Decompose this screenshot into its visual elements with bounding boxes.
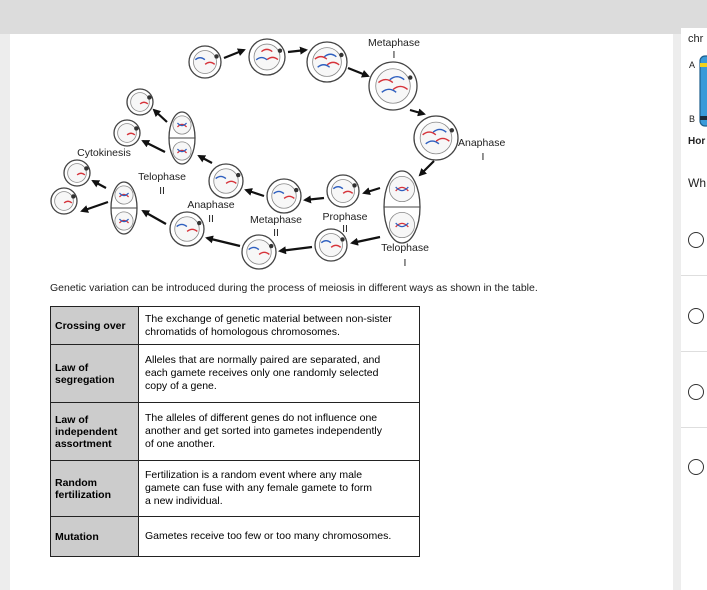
label-telophase-2-num: II (159, 185, 165, 197)
question-prompt-fragment: Wh (688, 176, 706, 190)
table-row (51, 403, 420, 461)
stage-arrow (305, 198, 324, 200)
gamete-cell-1 (127, 89, 153, 115)
prometaphase-1-cell (307, 42, 347, 82)
stage-arrow (82, 202, 108, 211)
term-line: Random (55, 476, 97, 489)
label-anaphase-1-num: I (481, 151, 485, 163)
term-cell (51, 403, 139, 461)
stage-arrow (364, 188, 380, 193)
stage-arrow (246, 190, 264, 196)
term-cell (51, 517, 139, 557)
genetic-variation-table (50, 306, 420, 557)
label-telophase-2: Telophase (138, 171, 186, 183)
telophase-1-cell (384, 171, 420, 243)
definition-line: each gamete receives only one randomly selected (145, 367, 379, 379)
gamete-cell-4 (51, 188, 77, 214)
stage-arrow (143, 211, 166, 224)
term-line: assortment (55, 437, 112, 450)
term-line: Mutation (55, 530, 99, 543)
stage-arrow (154, 110, 167, 122)
stage-arrow (352, 237, 380, 243)
stage-arrow (410, 110, 424, 114)
stage-arrow (420, 161, 434, 175)
definition-line: chromatids of homologous chromosomes. (145, 325, 340, 338)
gamete-cell-2 (114, 120, 140, 146)
definition-line: Alleles that are normally paired are separated, and (145, 354, 381, 366)
term-line: Crossing over (55, 319, 126, 332)
answer-option-a-radio[interactable] (688, 232, 704, 248)
option-divider (681, 351, 707, 352)
stage-arrow (288, 50, 306, 52)
stage-arrow (224, 50, 244, 58)
table-row (51, 461, 420, 517)
label-metaphase-2: Metaphase (250, 214, 302, 226)
anaphase-1-cell (414, 116, 458, 160)
definition-line: of one another. (145, 438, 216, 450)
chromosome-image (697, 54, 707, 128)
interphase-cell (189, 46, 221, 78)
gamete-cell-3 (64, 160, 90, 186)
table-row (51, 517, 420, 557)
answer-option-c-radio[interactable] (688, 384, 704, 400)
table-row (51, 307, 420, 345)
chromosome-label-b: B (689, 114, 696, 124)
anaphase-2-cell-bottom (170, 212, 204, 246)
definition-cell (139, 345, 420, 403)
label-metaphase-1-num: I (392, 49, 396, 61)
definition-line: The alleles of different genes do not influence one (145, 412, 378, 424)
answer-option-b-radio[interactable] (688, 308, 704, 324)
figure-caption-fragment: Hor (688, 136, 706, 147)
stage-arrow (143, 141, 165, 152)
definition-cell (139, 403, 420, 461)
definition-line: copy of a gene. (145, 380, 217, 392)
definition-cell (139, 517, 420, 557)
definition-line: Fertilization is a random event where any male (145, 469, 363, 481)
term-line: independent (55, 425, 118, 438)
label-metaphase-1: Metaphase (368, 37, 420, 49)
label-anaphase-2-num: II (208, 213, 214, 225)
label-metaphase-2-num: II (273, 227, 279, 239)
term-line: fertilization (55, 488, 112, 501)
label-telophase-1: Telophase (381, 242, 429, 254)
passage-caption: Genetic variation can be introduced during the process of meiosis in different ways as shown in the table. (50, 282, 538, 294)
definition-line: Gametes receive too few or too many chromosomes. (145, 530, 392, 542)
definition-line: another and get sorted into gametes independently (145, 425, 383, 437)
definition-line: gamete can fuse with any female gamete to form (145, 482, 373, 494)
question-panel (681, 28, 707, 590)
stage-arrow (199, 156, 212, 163)
label-anaphase-1: Anaphase (458, 137, 506, 149)
definition-line: The exchange of genetic material between non-sister (145, 312, 392, 325)
telophase-2-cell-bottom (111, 182, 137, 234)
definition-cell (139, 461, 420, 517)
option-divider (681, 275, 707, 276)
meiosis-diagram (10, 28, 590, 278)
label-telophase-1-num: I (403, 257, 407, 269)
prophase-2-cell-top (327, 175, 359, 207)
label-prophase-2: Prophase (322, 211, 368, 223)
stage-arrow (348, 68, 368, 76)
telophase-2-cell-top (169, 112, 195, 164)
definition-cell (139, 307, 420, 345)
prophase-1-cell (249, 39, 285, 75)
label-prophase-2-num: II (342, 223, 348, 235)
question-text-fragment: chr (688, 33, 704, 45)
chromosome-label-a: A (689, 60, 696, 70)
term-line: segregation (55, 373, 115, 386)
term-cell (51, 461, 139, 517)
term-line: Law of (55, 361, 89, 374)
stage-arrow (93, 181, 106, 188)
label-anaphase-2: Anaphase (187, 199, 235, 211)
term-line: Law of (55, 413, 89, 426)
term-cell (51, 307, 139, 345)
table-row (51, 345, 420, 403)
stage-arrow (280, 247, 312, 251)
anaphase-2-cell-top (209, 164, 243, 198)
definition-line: a new individual. (145, 495, 223, 507)
metaphase-2-cell-top (267, 179, 301, 213)
option-divider (681, 427, 707, 428)
answer-option-d-radio[interactable] (688, 459, 704, 475)
label-cytokinesis: Cytokinesis (77, 147, 131, 159)
stage-arrow (207, 238, 240, 246)
metaphase-1-cell (369, 62, 417, 110)
metaphase-2-cell-bottom (242, 235, 276, 269)
term-cell (51, 345, 139, 403)
